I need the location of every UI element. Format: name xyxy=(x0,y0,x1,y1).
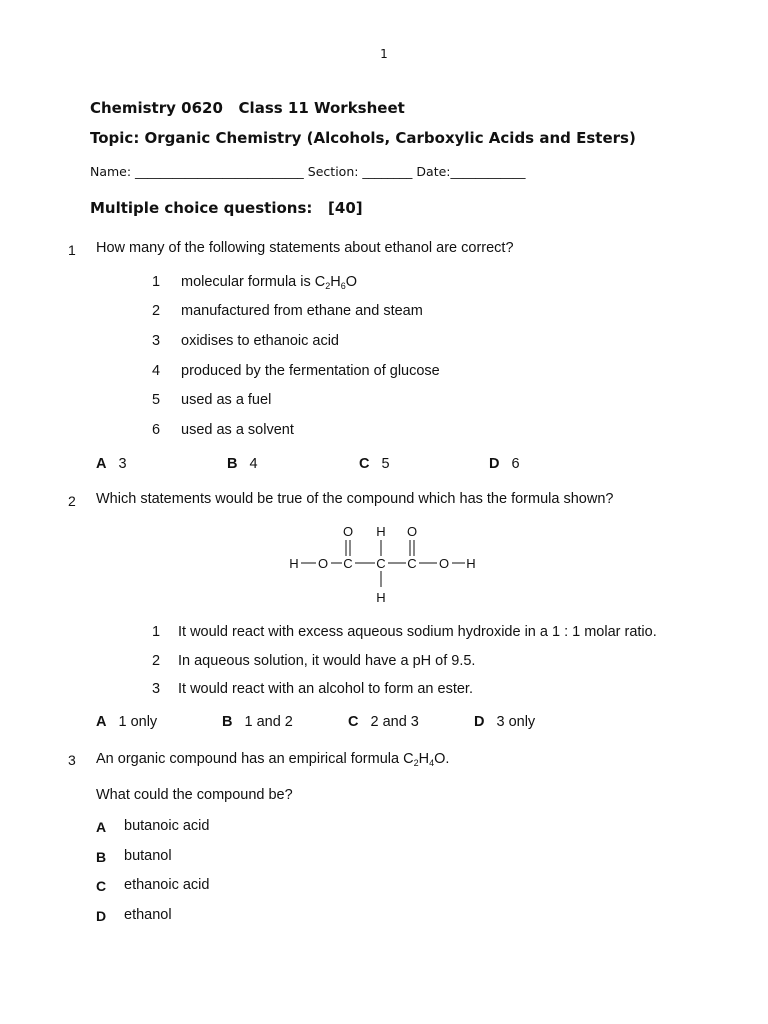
q3-option-c[interactable]: ethanoic acid xyxy=(124,877,210,893)
q1-option-a[interactable]: A 3 xyxy=(96,456,127,472)
q1-stmt-text: manufactured from ethane and steam xyxy=(181,303,423,319)
q2-stmt-text: In aqueous solution, it would have a pH of 9.5. xyxy=(178,653,476,669)
atom-h-bottom: H xyxy=(376,590,386,605)
worksheet-title: Chemistry 0620 Class 11 Worksheet xyxy=(90,99,405,117)
student-fields xyxy=(90,164,526,179)
q1-number: 1 xyxy=(68,242,76,258)
q1-stmt-number: 1 xyxy=(152,274,161,290)
atom-h-top: H xyxy=(376,524,386,539)
date-field: Date:____________ xyxy=(416,164,526,179)
q1-stmt-text: used as a fuel xyxy=(181,392,272,408)
atom-c: C xyxy=(407,556,417,571)
q2-stmt-number: 2 xyxy=(152,653,161,669)
atom-h: H xyxy=(289,556,299,571)
q1-stmt-number: 3 xyxy=(152,333,161,349)
q1-stmt-text: produced by the fermentation of glucose xyxy=(181,363,440,379)
q2-option-c[interactable]: C 2 and 3 xyxy=(348,714,419,730)
q3-number: 3 xyxy=(68,752,76,768)
q1-stmt-number: 4 xyxy=(152,363,161,379)
q3-option-letter: C xyxy=(96,878,107,894)
q1-option-c[interactable]: C 5 xyxy=(359,456,390,472)
atom-o: O xyxy=(438,556,450,571)
q3-option-letter: D xyxy=(96,908,107,924)
page-number: 1 xyxy=(380,47,388,61)
q2-number: 2 xyxy=(68,493,76,509)
atom-o: O xyxy=(317,556,329,571)
q1-stmt-number: 5 xyxy=(152,392,161,408)
q3-text: An organic compound has an empirical formula $C_2H_4O$. xyxy=(96,751,450,768)
atom-h: H xyxy=(466,556,476,571)
q3-option-d[interactable]: ethanol xyxy=(124,907,172,923)
q2-text: Which statements would be true of the compound which has the formula shown? xyxy=(96,491,614,507)
q3-subtext: What could the compound be? xyxy=(96,787,293,803)
q3-option-letter: B xyxy=(96,849,107,865)
q1-text: How many of the following statements about ethanol are correct? xyxy=(96,240,514,256)
section-field: Section: ________ xyxy=(307,164,413,179)
q1-stmt-number: 6 xyxy=(152,422,161,438)
q2-stmt-text: It would react with excess aqueous sodium hydroxide in a 1 : 1 molar ratio. xyxy=(178,624,657,640)
q1-option-b[interactable]: B 4 xyxy=(227,456,258,472)
q3-option-b[interactable]: butanol xyxy=(124,848,172,864)
q2-stmt-text: It would react with an alcohol to form an ester. xyxy=(178,681,473,697)
atom-o-top-2: O xyxy=(406,524,418,539)
q1-stmt-text: molecular formula is $C_2H_6O$ xyxy=(181,274,358,291)
q1-stmt-text: oxidises to ethanoic acid xyxy=(181,333,339,349)
name-field: Name: ___________________________ xyxy=(90,164,304,179)
q1-option-d[interactable]: D 6 xyxy=(489,456,520,472)
q1-stmt-text: used as a solvent xyxy=(181,422,294,438)
q2-stmt-number: 3 xyxy=(152,681,161,697)
q2-option-a[interactable]: A 1 only xyxy=(96,714,158,730)
q2-option-b[interactable]: B 1 and 2 xyxy=(222,714,293,730)
atom-o-top-1: O xyxy=(342,524,354,539)
q2-option-d[interactable]: D 3 only xyxy=(474,714,536,730)
q3-option-a[interactable]: butanoic acid xyxy=(124,818,210,834)
atom-c: C xyxy=(343,556,353,571)
worksheet-topic: Topic: Organic Chemistry (Alcohols, Carboxylic Acids and Esters) xyxy=(90,129,636,147)
q1-stmt-number: 2 xyxy=(152,303,161,319)
q3-option-letter: A xyxy=(96,819,107,835)
section-heading: Multiple choice questions: [40] xyxy=(90,199,363,217)
structural-formula xyxy=(280,518,500,610)
atom-c: C xyxy=(376,556,386,571)
q2-stmt-number: 1 xyxy=(152,624,161,640)
